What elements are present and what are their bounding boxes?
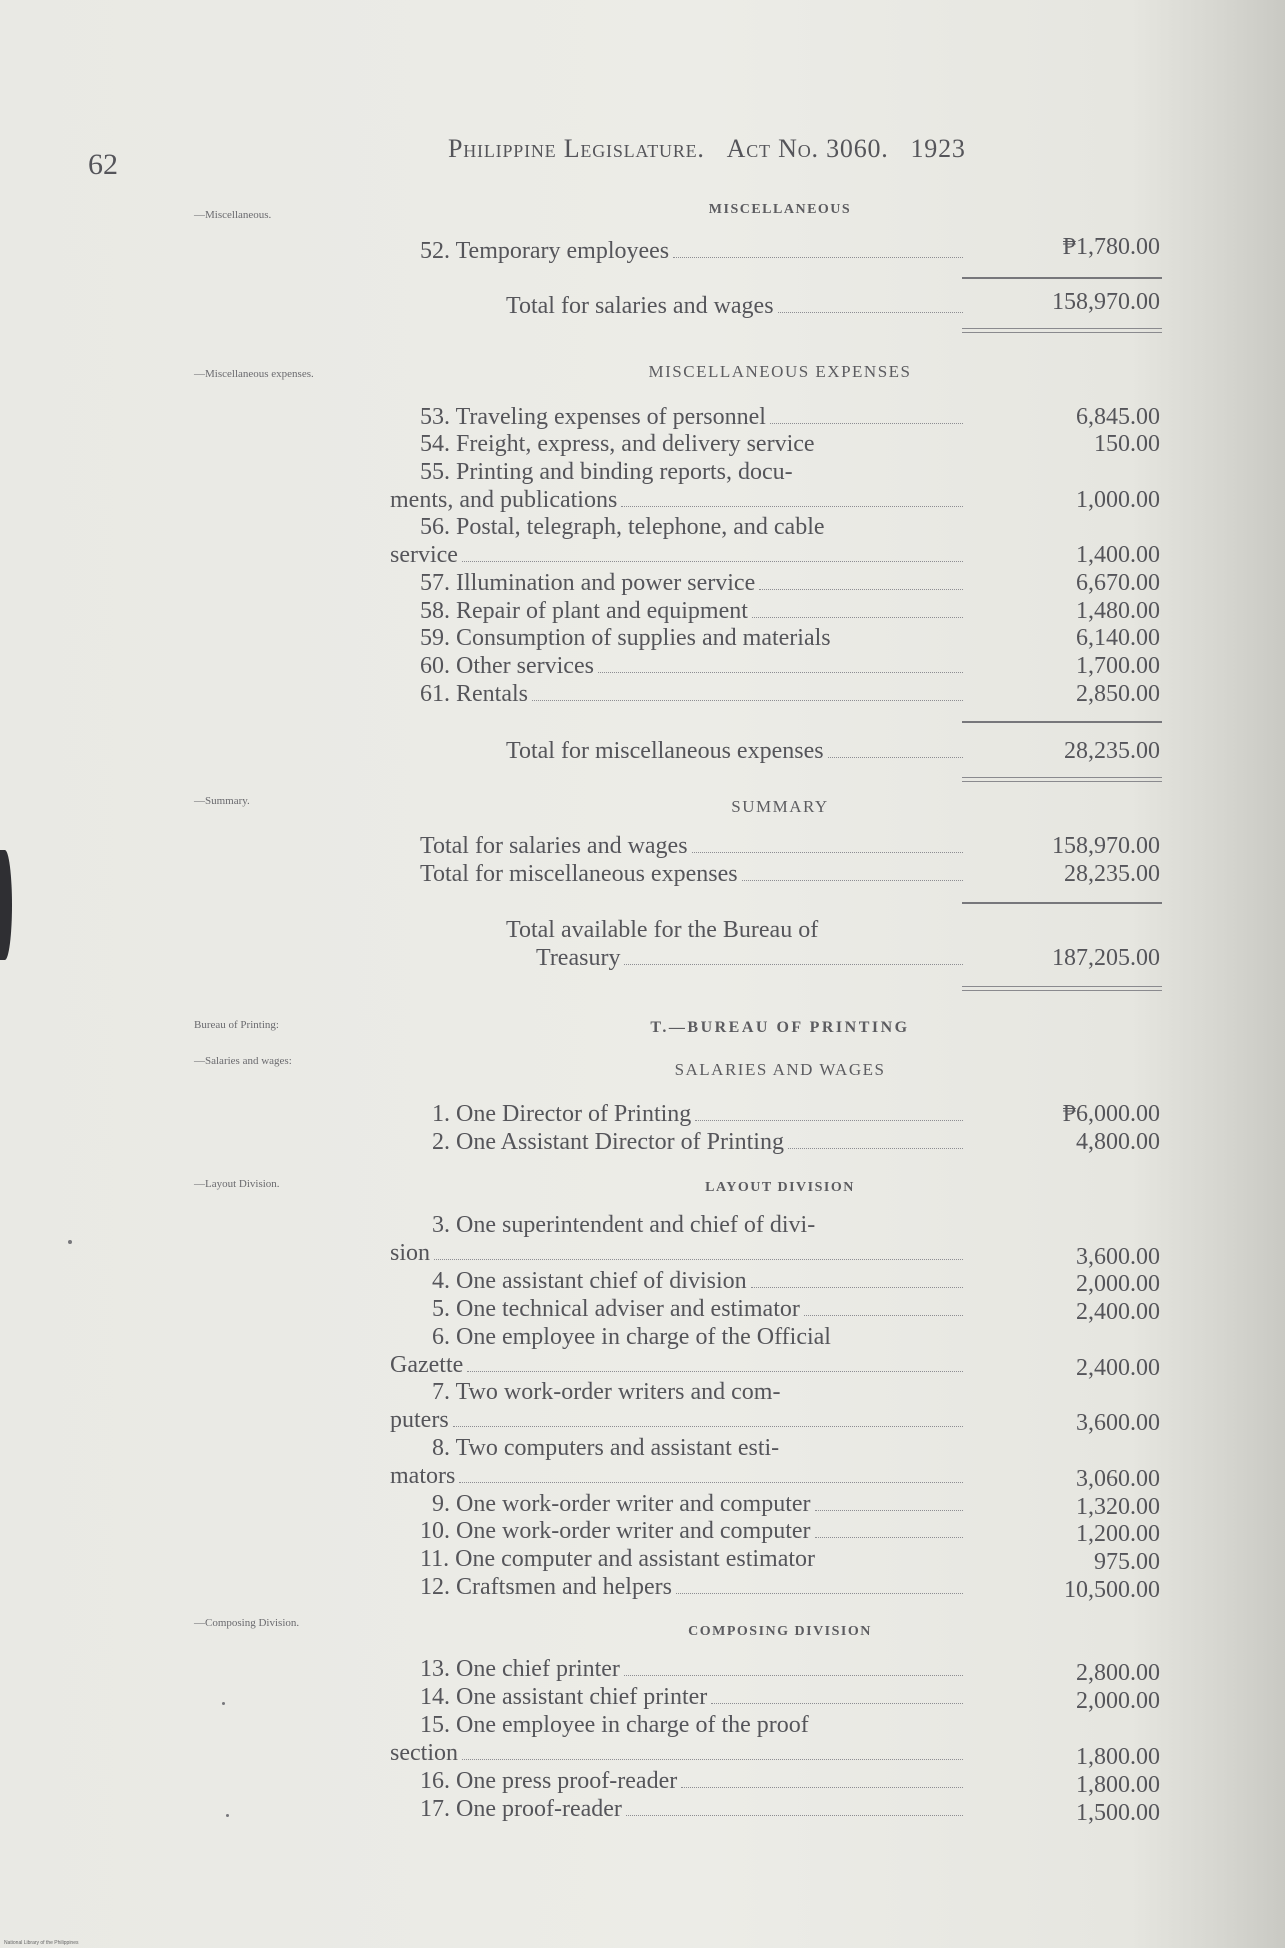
line-item-p1: [390, 1101, 965, 1128]
line-item-label: puters: [390, 1407, 449, 1433]
section-heading-salaries: SALARIES AND WAGES: [674, 1060, 886, 1079]
margin-note-miscellaneous: —Miscellaneous.: [194, 209, 272, 221]
amount-60: 1,700.00: [1076, 653, 1160, 679]
line-item-label: Total available for the Bureau of: [506, 917, 819, 943]
line-item-label: 15. One employee in charge of the proof: [420, 1712, 809, 1738]
line-item-label: Total for miscellaneous expenses: [506, 738, 824, 764]
line-item-label: 53. Traveling expenses of personnel: [420, 404, 766, 430]
line-item-label: mators: [390, 1463, 456, 1489]
line-item-58: [390, 598, 965, 625]
line-item-54: [390, 431, 965, 458]
paper-speck: [222, 1702, 225, 1705]
amount-p10: 1,200.00: [1076, 1521, 1160, 1547]
total-bureau-line-a: [390, 917, 965, 944]
amount-61: 2,850.00: [1076, 681, 1160, 707]
margin-note-bureau: Bureau of Printing:: [194, 1019, 279, 1031]
line-item-52: [390, 238, 965, 265]
line-item-label: Total for miscellaneous expenses: [420, 861, 738, 887]
section-heading-bureau: T.—BUREAU OF PRINTING: [650, 1019, 910, 1036]
amount-52: ₱1,780.00: [1062, 234, 1160, 260]
page-number: 62: [88, 148, 118, 181]
line-item-label: ments, and publications: [390, 487, 618, 513]
amount-summary-misc: 28,235.00: [1064, 861, 1160, 887]
line-item-label: Gazette: [390, 1352, 464, 1378]
double-rule: [962, 777, 1162, 782]
line-item-label: 4. One assistant chief of division: [432, 1268, 747, 1294]
line-item-label: 14. One assistant chief printer: [420, 1684, 708, 1710]
amount-p3: 3,600.00: [1076, 1244, 1160, 1270]
margin-note-salaries: —Salaries and wages:: [194, 1055, 292, 1067]
line-item-label: 60. Other services: [420, 653, 594, 679]
line-item-p12: [390, 1574, 965, 1601]
line-item-56b: [390, 542, 965, 569]
total-bureau-line-b: [390, 945, 965, 972]
line-item-p8b: [390, 1463, 965, 1490]
line-item-label: 6. One employee in charge of the Official: [432, 1324, 831, 1350]
total-misc-line: [390, 738, 965, 765]
line-item-p7b: [390, 1407, 965, 1434]
line-item-label: 54. Freight, express, and delivery service: [420, 431, 815, 457]
line-item-label: 13. One chief printer: [420, 1656, 620, 1682]
line-item-p15a: [390, 1712, 965, 1739]
section-heading-misc-expenses: MISCELLANEOUS EXPENSES: [648, 362, 912, 381]
amount-p8: 3,060.00: [1076, 1466, 1160, 1492]
margin-note-summary: —Summary.: [194, 795, 250, 807]
line-item-p6b: [390, 1352, 965, 1379]
section-heading-composing: COMPOSING DIVISION: [688, 1624, 872, 1639]
line-item-60: [390, 653, 965, 680]
line-item-label: 3. One superintendent and chief of divi-: [432, 1212, 816, 1238]
line-item-label: section: [390, 1740, 458, 1766]
line-item-label: 12. Craftsmen and helpers: [420, 1574, 672, 1600]
line-item-p5: [390, 1296, 965, 1323]
line-item-label: 17. One proof-reader: [420, 1796, 622, 1822]
amount-p17: 1,500.00: [1076, 1800, 1160, 1826]
amount-55: 1,000.00: [1076, 487, 1160, 513]
line-item-59: [390, 625, 965, 652]
line-item-p9: [390, 1491, 965, 1518]
amount-59: 6,140.00: [1076, 625, 1160, 651]
amount-p6: 2,400.00: [1076, 1355, 1160, 1381]
line-item-p16: [390, 1768, 965, 1795]
line-item-label: 52. Temporary employees: [420, 238, 670, 264]
amount-p1: ₱6,000.00: [1062, 1101, 1160, 1127]
double-rule: [962, 328, 1162, 333]
line-item-label: Total for salaries and wages: [420, 833, 688, 859]
header-title-legislature: Philippine Legislature.: [448, 134, 705, 163]
line-item-label: 7. Two work-order writers and com-: [432, 1379, 781, 1405]
section-heading-layout: LAYOUT DIVISION: [705, 1180, 855, 1195]
line-item-label: 9. One work-order writer and computer: [432, 1491, 811, 1517]
amount-p4: 2,000.00: [1076, 1271, 1160, 1297]
section-heading-miscellaneous: MISCELLANEOUS: [708, 202, 852, 217]
line-item-p4: [390, 1268, 965, 1295]
line-item-label: 61. Rentals: [420, 681, 528, 707]
amount-p13: 2,800.00: [1076, 1660, 1160, 1686]
sum-rule: [962, 721, 1162, 723]
line-item-55a: [390, 459, 965, 486]
line-item-p8a: [390, 1435, 965, 1462]
line-item-57: [390, 570, 965, 597]
line-item-label: sion: [390, 1240, 431, 1266]
summary-misc-line: [390, 861, 965, 888]
section-heading-summary: SUMMARY: [731, 797, 829, 816]
margin-note-layout: —Layout Division.: [194, 1178, 280, 1190]
paper-speck: [226, 1814, 229, 1817]
margin-note-misc-expenses: —Miscellaneous expenses.: [194, 368, 314, 380]
margin-note-composing: —Composing Division.: [194, 1617, 300, 1629]
line-item-label: 10. One work-order writer and computer: [420, 1518, 811, 1544]
scan-imprint: National Library of the Philippines: [4, 1940, 79, 1946]
total-salaries-line: [390, 293, 965, 320]
line-item-label: 16. One press proof-reader: [420, 1768, 678, 1794]
line-item-label: 2. One Assistant Director of Printing: [432, 1129, 784, 1155]
amount-p15: 1,800.00: [1076, 1744, 1160, 1770]
line-item-label: Total for salaries and wages: [506, 293, 774, 319]
line-item-label: 59. Consumption of supplies and materials: [420, 625, 831, 651]
line-item-label: 55. Printing and binding reports, docu-: [420, 459, 793, 485]
line-item-label: service: [390, 542, 458, 568]
line-item-p13: [390, 1656, 965, 1683]
header-year: 1923: [910, 134, 966, 163]
running-header: [448, 134, 966, 164]
line-item-label: 56. Postal, telegraph, telephone, and cable: [420, 514, 825, 540]
line-item-61: [390, 681, 965, 708]
line-item-label: Treasury: [536, 945, 621, 971]
line-item-p11: [390, 1546, 965, 1573]
amount-total-bureau: 187,205.00: [1052, 945, 1160, 971]
line-item-p15b: [390, 1740, 965, 1767]
paper-speck: [68, 1240, 72, 1244]
sum-rule: [962, 277, 1162, 279]
line-item-p10: [390, 1518, 965, 1545]
amount-p14: 2,000.00: [1076, 1688, 1160, 1714]
amount-58: 1,480.00: [1076, 598, 1160, 624]
amount-57: 6,670.00: [1076, 570, 1160, 596]
line-item-p6a: [390, 1324, 965, 1351]
line-item-label: 11. One computer and assistant estimator: [420, 1546, 816, 1572]
double-rule: [962, 986, 1162, 991]
line-item-p3a: [390, 1212, 965, 1239]
header-title-act: Act No. 3060.: [726, 134, 889, 163]
amount-53: 6,845.00: [1076, 404, 1160, 430]
line-item-label: 5. One technical adviser and estimator: [432, 1296, 800, 1322]
line-item-label: 57. Illumination and power service: [420, 570, 756, 596]
binding-shadow: [0, 850, 12, 960]
amount-p5: 2,400.00: [1076, 1299, 1160, 1325]
line-item-label: 8. Two computers and assistant esti-: [432, 1435, 780, 1461]
sum-rule: [962, 902, 1162, 904]
line-item-53: [390, 404, 965, 431]
amount-total-salaries: 158,970.00: [1052, 289, 1160, 315]
line-item-label: 1. One Director of Printing: [432, 1101, 692, 1127]
line-item-p14: [390, 1684, 965, 1711]
amount-56: 1,400.00: [1076, 542, 1160, 568]
line-item-56a: [390, 514, 965, 541]
amount-p2: 4,800.00: [1076, 1129, 1160, 1155]
amount-total-misc: 28,235.00: [1064, 738, 1160, 764]
amount-54: 150.00: [1094, 431, 1160, 457]
amount-p11: 975.00: [1094, 1549, 1160, 1575]
line-item-p2: [390, 1129, 965, 1156]
summary-salaries-line: [390, 833, 965, 860]
line-item-55b: [390, 487, 965, 514]
amount-p12: 10,500.00: [1064, 1577, 1160, 1603]
amount-p7: 3,600.00: [1076, 1410, 1160, 1436]
line-item-p7a: [390, 1379, 965, 1406]
line-item-p3b: [390, 1240, 965, 1267]
line-item-p17: [390, 1796, 965, 1823]
amount-p16: 1,800.00: [1076, 1772, 1160, 1798]
amount-p9: 1,320.00: [1076, 1494, 1160, 1520]
amount-summary-salaries: 158,970.00: [1052, 833, 1160, 859]
line-item-label: 58. Repair of plant and equipment: [420, 598, 748, 624]
